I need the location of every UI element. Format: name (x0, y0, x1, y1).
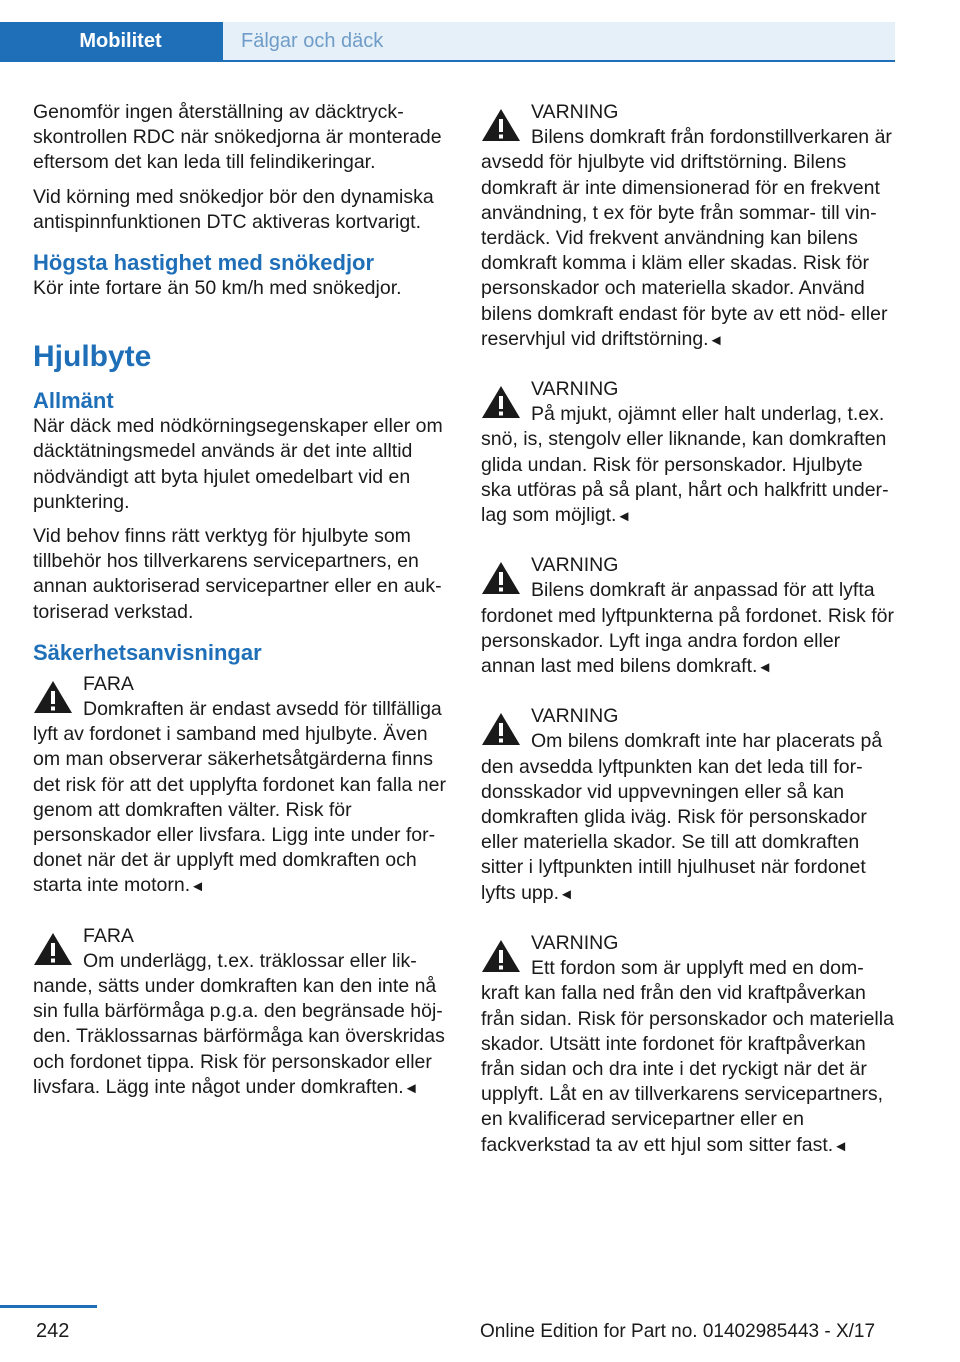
heading-safety: Säkerhetsanvisningar (33, 639, 262, 665)
warning-triangle-icon (481, 712, 521, 746)
end-mark: ◄ (559, 885, 574, 903)
notice-text: Domkraften är endast avsedd för tillfälliga lyft av fordonet i samband med hjulbyte. Även om man observerar säkerhetsåtgärderna finns det risk för att det upplyfta fordonet kan falla ner genom att domkraften välter. Risk för personskador eller livsfara. Ligg inte under fordonet när det är upplyft med domkraften och starta inte motorn. (33, 698, 446, 897)
end-mark: ◄ (616, 508, 632, 526)
notice-text: Om bilens domkraft inte har placerats på den avsedda lyftpunkten kan det leda till fordonsskador vid uppvevningen eller så kan domkraften glida iväg. Risk för personskador eller materiella skador. Se till att domkraften sitter i lyftpunkten intill hjulhuset när fordonet lyfts upp. (481, 730, 883, 904)
header-rule (0, 60, 895, 62)
footer-rule (0, 1305, 97, 1308)
warning-triangle-icon (481, 561, 521, 595)
notice-label: VARNING (531, 931, 619, 954)
paragraph-runflat: När däck med nödkörningsegenskaper eller om däcktätningsmedel används är det inte alltid nödvändigt att byta hjulet omedelbart vid en punktering. (33, 415, 443, 513)
danger-notice (33, 924, 448, 1101)
end-mark: ◄ (403, 1079, 419, 1097)
edition-note: Online Edition for Part no. 01402985443 - X/17 (480, 1321, 876, 1342)
right-column (481, 100, 895, 1183)
notice-label: FARA (83, 672, 134, 695)
notice-text: Bilens domkraft är anpassad för att lyfta fordonet med lyftpunkterna på fordonet. Risk för personskador. Lyft inga andra fordon eller annan last med bilens domkraft. (481, 579, 894, 678)
page-header (0, 0, 895, 62)
notice-label: VARNING (531, 554, 619, 577)
paragraph-tools: Vid behov finns rätt verktyg för hjulbyte som tillbehör hos tillverkarens servicepartners, en annan auktoriserad servicepartner eller en auktoriserad verkstad. (33, 525, 442, 623)
warning-notice (481, 100, 895, 353)
danger-notice (33, 672, 448, 900)
warning-triangle-icon (481, 939, 521, 973)
end-mark: ◄ (708, 331, 724, 349)
warning-triangle-icon (33, 932, 73, 966)
warning-notice (481, 377, 895, 529)
end-mark: ◄ (190, 878, 206, 896)
warning-notice (481, 553, 895, 680)
warning-triangle-icon (481, 108, 521, 142)
page-number: 242 (36, 1320, 70, 1342)
warning-notice (481, 704, 895, 907)
end-mark: ◄ (757, 659, 773, 677)
notice-label: VARNING (531, 705, 619, 728)
heading-general: Allmänt (33, 388, 114, 414)
notice-text: Om underlägg, t.ex. träklossar eller liknande, sätts under domkraften kan den inte nå sin fulla bärförmåga p.g.a. den begränsade höjden. Träklossarnas bärförmåga kan överskridas och fordonet tippa. Risk för personskador eller livsfara. Lägg inte något under domkraften. (33, 949, 445, 1098)
paragraph-speed: Kör inte fortare än 50 km/h med snökedjor. (33, 277, 402, 300)
paragraph-dtc: Vid körning med snökedjor bör den dynamiska antispinnfunktionen DTC aktiveras kortvarigt. (33, 185, 434, 233)
chapter-tab: Fälgar och däck (223, 22, 895, 60)
notice-text: Bilens domkraft från fordonstillverkaren är avsedd för hjulbyte vid driftstörning. Bilens domkraft är inte dimensionerad för en frekvent användning, t ex för byte från sommar- till vinterdäck. Vid frekvent användning kan bilens domkraft komma i kläm eller skadas. Risk för personskador och materiella skador. Använd bilens domkraft endast för byte av ett nöd- eller reservhjul vid driftstörning. (481, 126, 892, 350)
heading-max-speed: Högsta hastighet med snökedjor (33, 250, 375, 276)
notice-label: FARA (83, 924, 134, 947)
section-tab: Mobilitet (0, 22, 223, 60)
notice-text: Ett fordon som är upplyft med en domkraft kan falla ned från den vid kraftpåverkan från sidan. Risk för personskador och materiella skador. Utsätt inte fordonet för kraftpåverkan från sidan och dra inte i det ryckigt när det är upplyft. Låt en av tillverkarens servicepartners, en kvalificerad servicepartner eller en fackverkstad ta av ett hjul som sitter fast. (481, 957, 894, 1156)
warning-triangle-icon (33, 680, 73, 714)
left-column (33, 100, 448, 1125)
notice-text: På mjukt, ojämnt eller halt underlag, t.ex. snö, is, stengolv eller liknande, kan domkraften glida undan. Risk för personskador. Hjulbyte ska utföras på så plant, hårt och halkfritt underlag som möjligt. (481, 403, 889, 527)
warning-triangle-icon (481, 385, 521, 419)
end-mark: ◄ (833, 1137, 849, 1155)
warning-notice (481, 931, 895, 1159)
paragraph-rdc: Genomför ingen återställning av däcktryckskontrollen RDC när snökedjorna är monterade eftersom det kan leda till felindikeringar. (33, 101, 442, 174)
heading-wheel-change: Hjulbyte (33, 340, 152, 374)
notice-label: VARNING (531, 101, 619, 123)
notice-label: VARNING (531, 378, 619, 401)
